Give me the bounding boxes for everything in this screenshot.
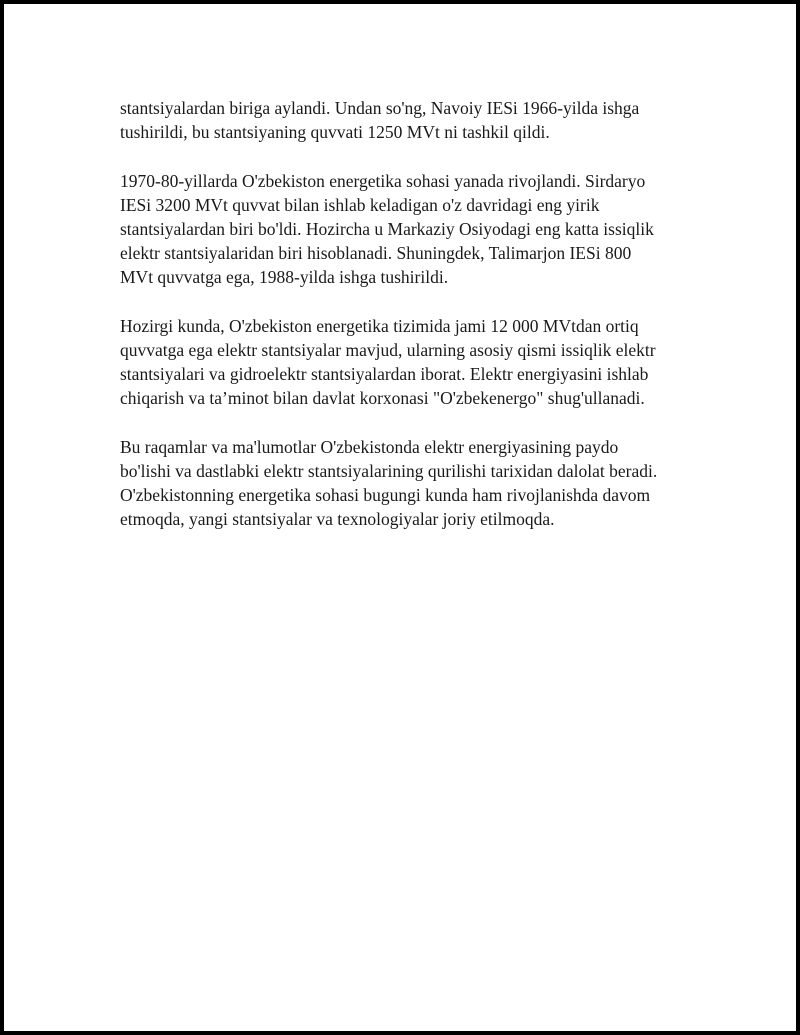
- paragraph: Hozirgi kunda, O'zbekiston energetika tizimida jami 12 000 MVtdan ortiq quvvatga ega elektr stantsiyalar mavjud, ularning asosiy qismi issiqlik elektr stantsiyalari va gidroelektr stantsiyalardan iborat. Elektr energiyasini ishlab chiqarish va ta’minot bilan davlat korxonasi "O'zbekenergo" shug'ullanadi.: [120, 315, 656, 409]
- paragraph: Bu raqamlar va ma'lumotlar O'zbekistonda elektr energiyasining paydo bo'lishi va dastlabki elektr stantsiyalarining qurilishi tarixidan dalolat beradi. O'zbekistonning energetika sohasi bugungi kunda ham rivojlanishda davom etmoqda, yangi stantsiyalar va texnologiyalar joriy etilmoqda.: [120, 436, 658, 530]
- paragraph: 1970-80-yillarda O'zbekiston energetika sohasi yanada rivojlandi. Sirdaryo IESi 3200 MVt quvvat bilan ishlab keladigan o'z davridagi eng yirik stantsiyalardan biri bo'ldi. Hozircha u Markaziy Osiyodagi eng katta issiqlik elektr stantsiyalaridan biri hisoblanadi. Shuningdek, Talimarjon IESi 800 MVt quvvatga ega, 1988-yilda ishga tushirildi.: [120, 170, 654, 288]
- paragraph: stantsiyalardan biriga aylandi. Undan so'ng, Navoiy IESi 1966-yilda ishga tushirildi, bu stantsiyaning quvvati 1250 MVt ni tashkil qildi.: [120, 98, 640, 143]
- document-body: [120, 96, 700, 556]
